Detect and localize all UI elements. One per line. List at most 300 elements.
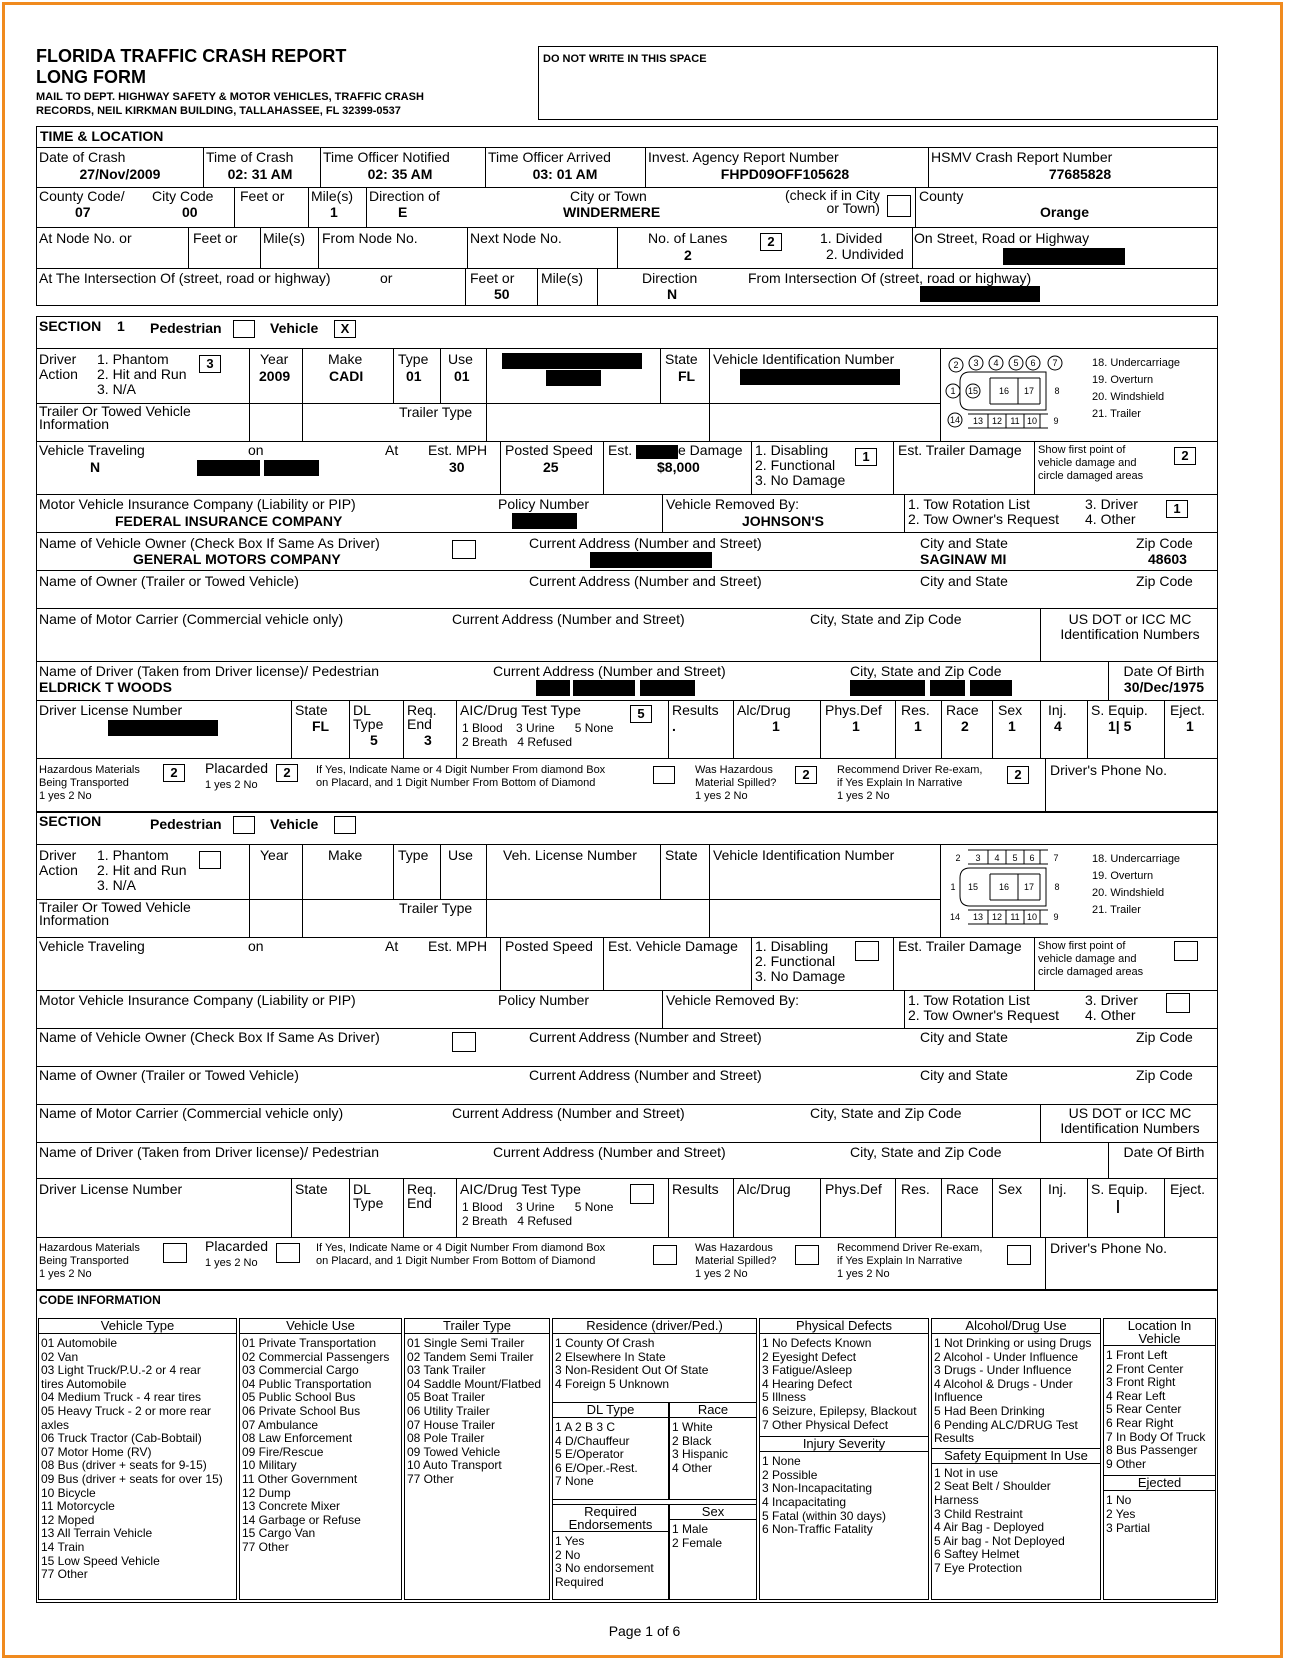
- vehicle-damage-diagram: [940, 350, 1090, 430]
- city-town-value: WINDERMERE: [563, 204, 661, 220]
- code-item: 2 Yes: [1106, 1506, 1136, 1521]
- s2-spilled-3: 1 yes 2 No: [695, 1268, 748, 1280]
- code-item: 12 Dump: [242, 1485, 291, 1500]
- code-item: 4 Other: [672, 1460, 713, 1475]
- alc-label: Alc/Drug: [737, 702, 791, 718]
- driver-action-box[interactable]: 3: [199, 355, 221, 373]
- code-item: 15 Cargo Van: [242, 1526, 316, 1541]
- s2-spilled-2: Material Spilled?: [695, 1255, 777, 1267]
- s2-phys-label: Phys.Def: [825, 1181, 882, 1197]
- diagram-label: 16: [998, 882, 1010, 892]
- diamond-2: on Placard, and 1 Digit Number From Bottom of Diamond: [316, 777, 596, 789]
- aic-opts-2: 2 Breath 4 Refused: [462, 735, 573, 749]
- towed-address-label: Current Address (Number and Street): [529, 573, 762, 589]
- code-header: Injury Severity: [760, 1436, 928, 1452]
- do-not-write-label: DO NOT WRITE IN THIS SPACE: [543, 53, 707, 65]
- intersection-label: At The Intersection Of (street, road or highway): [39, 270, 331, 286]
- agency-value: FHPD09OFF105628: [720, 166, 850, 182]
- s2-insurance-label: Motor Vehicle Insurance Company (Liability or PIP): [39, 992, 356, 1008]
- redaction: [970, 680, 1012, 696]
- req-2: End: [407, 716, 432, 732]
- code-item: 07 House Trailer: [407, 1417, 496, 1432]
- redaction: [264, 460, 319, 476]
- time-location-title: TIME & LOCATION: [40, 128, 164, 144]
- code-item: 11 Other Government: [242, 1471, 358, 1486]
- spilled-box[interactable]: 2: [795, 766, 817, 784]
- damage-label-a: Est.: [608, 442, 633, 458]
- code-item: 04 Saddle Mount/Flatbed: [407, 1376, 542, 1391]
- s2-towed-owner-label: Name of Owner (Trailer or Towed Vehicle): [39, 1067, 299, 1083]
- code-item: 1 Male: [672, 1522, 709, 1536]
- address-label: Current Address (Number and Street): [529, 535, 762, 551]
- code-item: 6 Non-Traffic Fatality: [762, 1522, 873, 1537]
- section-label: SECTION: [39, 318, 102, 334]
- s2-tow-3: 3. Driver: [1085, 992, 1138, 1008]
- feet-or-3: Feet or: [470, 270, 515, 286]
- diagram-label: 15: [967, 386, 979, 396]
- code-item: 07 Motor Home (RV): [41, 1444, 152, 1459]
- reexam-box[interactable]: 2: [1007, 766, 1029, 784]
- diagram-label: 11: [1010, 912, 1020, 922]
- s2-aic-1: 1 Blood 3 Urine 5 None: [462, 1200, 614, 1214]
- loc-title-1: Location In: [1127, 1318, 1192, 1333]
- section2-vehicle-checkbox[interactable]: [334, 816, 356, 834]
- tow-opt-1: 1. Tow Rotation List: [908, 496, 1030, 512]
- code-item: 02 Tandem Semi Trailer: [407, 1349, 534, 1364]
- s2-sex-label: Sex: [998, 1181, 1023, 1197]
- code-list: [41, 1337, 234, 1582]
- code-header: Residence (driver/Ped.): [553, 1319, 756, 1334]
- s2-req-label: [407, 1182, 437, 1210]
- s2-driver-address: Current Address (Number and Street): [493, 1144, 726, 1160]
- da-label-2: Action: [39, 366, 78, 382]
- lanes-label: No. of Lanes: [648, 230, 728, 246]
- code-item: 13 All Terrain Vehicle: [41, 1526, 153, 1541]
- haz-label: [39, 764, 140, 803]
- code-item: 2 Alcohol - Under Influence: [934, 1349, 1079, 1364]
- divided-opt-1: 1. Divided: [820, 230, 883, 246]
- code-header: Physical Defects: [760, 1319, 928, 1334]
- alcohol-codes: [931, 1318, 1101, 1600]
- endorse-title-2: Endorsements: [568, 1517, 653, 1532]
- s2-zip-label: Zip Code: [1136, 1029, 1193, 1045]
- aic-opts-1: 1 Blood 3 Urine 5 None: [462, 721, 614, 735]
- s2-req-2: End: [407, 1195, 432, 1211]
- s2-diamond-label: [316, 1242, 605, 1268]
- req-1: Req.: [407, 702, 437, 718]
- s2-dl-type-label: [353, 1182, 383, 1210]
- carrier-address-label: Current Address (Number and Street): [452, 611, 685, 627]
- s2-first-point-label: [1038, 940, 1143, 979]
- diagram-label: 1: [950, 882, 956, 892]
- miles-3: Mile(s): [541, 270, 583, 286]
- code-item: 5 Illness: [762, 1390, 807, 1405]
- s2-same-as-driver-checkbox[interactable]: [452, 1032, 476, 1052]
- diagram-label: 4: [993, 358, 999, 368]
- s2-reexam-box[interactable]: [1007, 1245, 1031, 1265]
- code-item: 77 Other: [407, 1471, 454, 1486]
- results-value: .: [672, 718, 676, 734]
- s2-usdot-2: Identification Numbers: [1060, 1120, 1200, 1136]
- s2-carrier-csz: City, State and Zip Code: [810, 1105, 962, 1121]
- mph-label: Est. MPH: [428, 442, 488, 458]
- section2-pedestrian-checkbox[interactable]: [233, 816, 255, 834]
- redaction: [512, 513, 577, 529]
- dmg-opt-1: 1. Disabling: [755, 442, 829, 458]
- code-item: 1 Yes: [555, 1534, 585, 1548]
- insurance-value: FEDERAL INSURANCE COMPANY: [115, 513, 343, 529]
- aic-box[interactable]: 5: [630, 705, 652, 723]
- s2-lic-state-label: State: [295, 1181, 328, 1197]
- s2-diamond-2: on Placard, and 1 Digit Number From Bottom of Diamond: [316, 1255, 596, 1267]
- pedestrian-checkbox[interactable]: [233, 320, 255, 338]
- code-list: [1106, 1349, 1213, 1471]
- code-item: 09 Bus (driver + seats for over 15): [41, 1471, 223, 1486]
- code-list: [762, 1337, 926, 1432]
- check-city-label: [785, 189, 880, 215]
- code-item: 03 Commercial Cargo: [242, 1363, 359, 1378]
- placard-box[interactable]: 2: [276, 764, 298, 782]
- code-item: 2 Black: [672, 1433, 712, 1448]
- s2-driver-action-label: [39, 848, 78, 878]
- towed-owner-label: Name of Owner (Trailer or Towed Vehicle): [39, 573, 299, 589]
- diagram-label: 9: [1053, 416, 1059, 426]
- redaction: [850, 680, 925, 696]
- code-item: 6 E/Oper.-Rest.: [555, 1460, 638, 1475]
- sex-label: Sex: [998, 702, 1023, 718]
- s2-haz-3: 1 yes 2 No: [39, 1268, 92, 1280]
- code-item: 09 Towed Vehicle: [407, 1444, 501, 1459]
- code-item: Influence: [934, 1390, 983, 1405]
- code-header: DL Type: [553, 1403, 668, 1418]
- sex-value: 1: [1008, 718, 1016, 734]
- code-item: Required: [555, 1574, 604, 1589]
- page-number: Page 1 of 6: [608, 1623, 681, 1639]
- code-item: 5 Air bag - Not Deployed: [934, 1533, 1065, 1548]
- s2-diagram-legend: [1092, 851, 1180, 919]
- code-item: 06 Utility Trailer: [407, 1403, 490, 1418]
- damage-options: [755, 443, 845, 488]
- s2-placard-box[interactable]: [276, 1243, 300, 1263]
- da-opt-2: 2. Hit and Run: [97, 366, 187, 382]
- city-code-label: City Code: [152, 188, 214, 204]
- s2-da-opt-1: 1. Phantom: [97, 847, 169, 863]
- placard-label: Placarded: [205, 760, 269, 776]
- in-city-checkbox[interactable]: [887, 195, 911, 217]
- s2-type-label: Type: [398, 847, 429, 863]
- code-item: 3 Non-Incapacitating: [762, 1481, 873, 1496]
- code-item: tires Automobile: [41, 1376, 127, 1391]
- code-item: 10 Bicycle: [41, 1485, 96, 1500]
- haz-box[interactable]: 2: [163, 764, 185, 782]
- node-label: At Node No. or: [39, 230, 132, 246]
- legend-item: 21. Trailer: [1092, 408, 1141, 420]
- diagram-label: 16: [998, 386, 1010, 396]
- s2-damage-box[interactable]: [855, 941, 879, 961]
- time-label: Time of Crash: [206, 149, 294, 165]
- endorse-title-1: Required: [584, 1504, 637, 1519]
- da-opt-1: 1. Phantom: [97, 351, 169, 367]
- trailer-label-2: Information: [39, 416, 110, 432]
- dl-type-1: DL: [353, 702, 371, 718]
- s2-tow-box[interactable]: [1166, 993, 1190, 1013]
- s2-fp-3: circle damaged areas: [1038, 966, 1144, 978]
- mailing-address: [36, 90, 424, 118]
- s2-dmg-mid: Vehicle Damage: [636, 938, 738, 954]
- s2-da-opt-3: 3. N/A: [97, 877, 136, 893]
- code-list: [934, 1337, 1098, 1446]
- spilled-3: 1 yes 2 No: [695, 790, 748, 802]
- code-item: 1 No: [1106, 1493, 1132, 1508]
- s2-aic-box[interactable]: [630, 1184, 654, 1204]
- redaction: [502, 353, 642, 369]
- removed-label: Vehicle Removed By:: [666, 496, 800, 512]
- redaction: [920, 286, 1040, 302]
- direction-label: Direction of: [369, 188, 440, 204]
- code-item: 7 Other Physical Defect: [762, 1417, 889, 1432]
- diagram-label: 13: [972, 416, 984, 426]
- s2-state-label: State: [665, 847, 698, 863]
- legend-item: 19. Overturn: [1092, 870, 1154, 882]
- diagram-legend: [1092, 355, 1180, 423]
- location-codes: [1103, 1318, 1216, 1600]
- first-point-box[interactable]: 2: [1174, 447, 1196, 465]
- code-item: 08 Bus (driver + seats for 9-15): [41, 1458, 207, 1473]
- year-value: 2009: [259, 368, 291, 384]
- s2-da-2: Action: [39, 862, 78, 878]
- s2-vin-label: Vehicle Identification Number: [713, 847, 895, 863]
- diagram-label: 8: [1054, 386, 1060, 396]
- license-label: Driver License Number: [39, 702, 183, 718]
- redaction: [536, 680, 570, 696]
- driver-name-value: ELDRICK T WOODS: [39, 679, 172, 695]
- lanes-value: 2: [684, 247, 692, 263]
- s2-towed-zip: Zip Code: [1136, 1067, 1193, 1083]
- diagram-label: 13: [972, 912, 984, 922]
- agency-label: Invest. Agency Report Number: [648, 149, 839, 165]
- code-list: [407, 1337, 547, 1487]
- diagram-label: 5: [1012, 853, 1018, 863]
- code-list: [672, 1523, 754, 1550]
- code-item: 77 Other: [242, 1539, 289, 1554]
- code-list: [934, 1467, 1098, 1576]
- s2-driver-name-label: Name of Driver (Taken from Driver license)/ Pedestrian: [39, 1144, 379, 1160]
- req-value: 3: [424, 732, 432, 748]
- s2-dl-1: DL: [353, 1181, 371, 1197]
- code-item: 7 None: [555, 1474, 594, 1489]
- diagram-label: 17: [1023, 386, 1035, 396]
- code-list: [555, 1535, 666, 1589]
- s2-sequip-label: S. Equip.: [1091, 1181, 1148, 1197]
- s2-phone-label: Driver's Phone No.: [1050, 1240, 1168, 1256]
- s2-owner-label: Name of Vehicle Owner (Check Box If Same As Driver): [39, 1029, 380, 1045]
- s2-dmg-3: 3. No Damage: [755, 968, 846, 984]
- res-label: Res.: [901, 702, 930, 718]
- code-item: Harness: [934, 1492, 979, 1507]
- s2-on-label: on: [248, 938, 264, 954]
- feet-or-label: Feet or: [240, 188, 285, 204]
- s2-traveling-label: Vehicle Traveling: [39, 938, 145, 954]
- code-item: 11 Motorcycle: [41, 1499, 115, 1514]
- code-item: 14 Garbage or Refuse: [242, 1512, 361, 1527]
- aic-options: [462, 721, 613, 749]
- driver-action-options: [97, 352, 187, 397]
- da-label-1: Driver: [39, 351, 77, 367]
- hsmv-label: HSMV Crash Report Number: [931, 149, 1113, 165]
- loc-title-2: Vehicle: [1138, 1331, 1181, 1346]
- aic-label: AIC/Drug Test Type: [460, 702, 581, 718]
- diagram-label: 7: [1053, 853, 1059, 863]
- diagram-label: 6: [1030, 358, 1036, 368]
- redaction: [640, 680, 695, 696]
- s2-usdot-label: [1045, 1106, 1215, 1136]
- s2-year-label: Year: [260, 847, 289, 863]
- code-item: 77 Other: [41, 1567, 88, 1582]
- code-list: [762, 1455, 926, 1537]
- vin-label: Vehicle Identification Number: [713, 351, 895, 367]
- code-item: 02 Commercial Passengers: [242, 1349, 390, 1364]
- code-item: 1 County Of Crash: [555, 1336, 655, 1350]
- sequip-label: S. Equip.: [1091, 702, 1148, 718]
- redaction: [1003, 248, 1125, 265]
- spilled-label: [695, 764, 776, 803]
- code-item: 3 Front Right: [1106, 1375, 1176, 1390]
- s2-towed-address-label: Current Address (Number and Street): [529, 1067, 762, 1083]
- code-item: 6 Saftey Helmet: [934, 1547, 1020, 1562]
- s2-aic-options: [462, 1200, 613, 1228]
- s2-haz-1: Hazardous Materials: [39, 1242, 140, 1254]
- section2-label: SECTION: [39, 813, 102, 829]
- diagram-label: 2: [955, 853, 961, 863]
- code-item: 14 Train: [41, 1539, 85, 1554]
- feet-value: 50: [494, 286, 510, 302]
- haz-2: Being Transported: [39, 777, 129, 789]
- vehicle-checkbox[interactable]: X: [334, 320, 356, 338]
- form-title: [36, 46, 346, 88]
- s2-damage-label: [608, 939, 738, 954]
- type-value: 01: [406, 368, 422, 384]
- traveling-value: N: [90, 459, 101, 475]
- code-item: 2 Possible: [762, 1467, 818, 1482]
- code-item: 3 Non-Resident Out Of State: [555, 1363, 709, 1378]
- code-item: 04 Medium Truck - 4 rear tires: [41, 1390, 202, 1405]
- lic-state-value: FL: [312, 718, 330, 734]
- s2-placard-label: Placarded: [205, 1238, 269, 1254]
- s2-trailer-damage-label: Est. Trailer Damage: [898, 938, 1022, 954]
- diagram-label: 5: [1013, 358, 1019, 368]
- haz-3: 1 yes 2 No: [39, 790, 92, 802]
- city-state-value: SAGINAW MI: [920, 551, 1007, 567]
- inj-value: 4: [1054, 718, 1062, 734]
- code-item: 7 Eye Protection: [934, 1560, 1023, 1575]
- s2-tow-options-2: [1085, 993, 1138, 1023]
- same-as-driver-checkbox[interactable]: [452, 540, 476, 559]
- code-item: 4 Hearing Defect: [762, 1376, 853, 1391]
- s2-tow-2: 2. Tow Owner's Request: [908, 1007, 1060, 1023]
- s2-spilled-1: Was Hazardous: [695, 1242, 773, 1254]
- direction2-label: Direction: [642, 270, 698, 286]
- vehicle-use-codes: [239, 1318, 402, 1600]
- s2-removed-label: Vehicle Removed By:: [666, 992, 800, 1008]
- code-info-title: CODE INFORMATION: [39, 1293, 161, 1307]
- s2-trailer-1: Trailer Or Towed Vehicle: [39, 899, 191, 915]
- towed-zip-label: Zip Code: [1136, 573, 1193, 589]
- s2-spilled-box[interactable]: [795, 1245, 819, 1265]
- race-label: Race: [946, 702, 979, 718]
- vehicle-label: Vehicle: [270, 320, 319, 336]
- s2-haz-box[interactable]: [163, 1243, 187, 1263]
- s2-towed-city-state: City and State: [920, 1067, 1008, 1083]
- code-item: 04 Public Transportation: [242, 1376, 372, 1391]
- on-street-label: On Street, Road or Highway: [914, 230, 1090, 246]
- phys-label: Phys.Def: [825, 702, 882, 718]
- use-value: 01: [454, 368, 470, 384]
- s2-make-label: Make: [328, 847, 363, 863]
- code-header: [553, 1505, 668, 1532]
- s2-first-point-box[interactable]: [1174, 941, 1198, 961]
- eject-value: 1: [1186, 718, 1194, 734]
- miles-2: Mile(s): [263, 230, 305, 246]
- usdot-2: Identification Numbers: [1060, 626, 1200, 642]
- code-list: [553, 1337, 756, 1391]
- code-item: 1 None: [762, 1454, 801, 1469]
- code-item: 4 Air Bag - Deployed: [934, 1520, 1045, 1535]
- miles-label: Mile(s): [311, 188, 353, 204]
- code-item: Results: [934, 1431, 975, 1446]
- reexam-label: [837, 764, 982, 803]
- placard-options: 1 yes 2 No: [205, 779, 258, 791]
- tow-box[interactable]: 1: [1166, 500, 1188, 518]
- code-item: 1 A 2 B 3 C: [555, 1420, 616, 1434]
- arrived-label: Time Officer Arrived: [488, 149, 611, 165]
- code-item: 6 Pending ALC/DRUG Test: [934, 1417, 1078, 1432]
- code-item: 08 Pole Trailer: [407, 1431, 485, 1446]
- code-item: 2 Eyesight Defect: [762, 1349, 857, 1364]
- s2-aic-label: AIC/Drug Test Type: [460, 1181, 581, 1197]
- diamond-box[interactable]: [653, 766, 675, 784]
- towed-city-state-label: City and State: [920, 573, 1008, 589]
- code-item: 3 Child Restraint: [934, 1506, 1023, 1521]
- s2-res-label: Res.: [901, 1181, 930, 1197]
- legend-item: 20. Windshield: [1092, 887, 1165, 899]
- posted-label: Posted Speed: [505, 442, 593, 458]
- code-item: 5 Rear Center: [1106, 1402, 1182, 1417]
- tow-options: [908, 497, 1059, 527]
- s2-diamond-box[interactable]: [653, 1245, 677, 1265]
- code-item: 05 Public School Bus: [242, 1390, 356, 1405]
- s2-da-opt-2: 2. Hit and Run: [97, 862, 187, 878]
- s2-sequip-value: |: [1116, 1197, 1120, 1213]
- insurance-label: Motor Vehicle Insurance Company (Liability or PIP): [39, 496, 356, 512]
- zip-label: Zip Code: [1136, 535, 1193, 551]
- type-label: Type: [398, 351, 429, 367]
- damage-box[interactable]: 1: [855, 448, 877, 466]
- code-item: 4 Incapacitating: [762, 1494, 847, 1509]
- lanes-box[interactable]: 2: [760, 233, 782, 251]
- diagram-label: 12: [991, 912, 1003, 922]
- s2-usdot-1: US DOT or ICC MC: [1068, 1105, 1192, 1121]
- fp-3: circle damaged areas: [1038, 470, 1144, 482]
- tow-opt-3: 3. Driver: [1085, 496, 1138, 512]
- s2-driver-action-box[interactable]: [199, 851, 221, 869]
- s2-fp-2: vehicle damage and: [1038, 953, 1137, 965]
- mail-line-1: MAIL TO DEPT. HIGHWAY SAFETY & MOTOR VEHICLES, TRAFFIC CRASH: [36, 91, 424, 103]
- diagram-label: 3: [975, 853, 981, 863]
- s2-damage-options: [755, 939, 845, 984]
- redaction: [636, 445, 678, 459]
- code-header: [1104, 1319, 1215, 1346]
- dl-type-label: [353, 703, 383, 731]
